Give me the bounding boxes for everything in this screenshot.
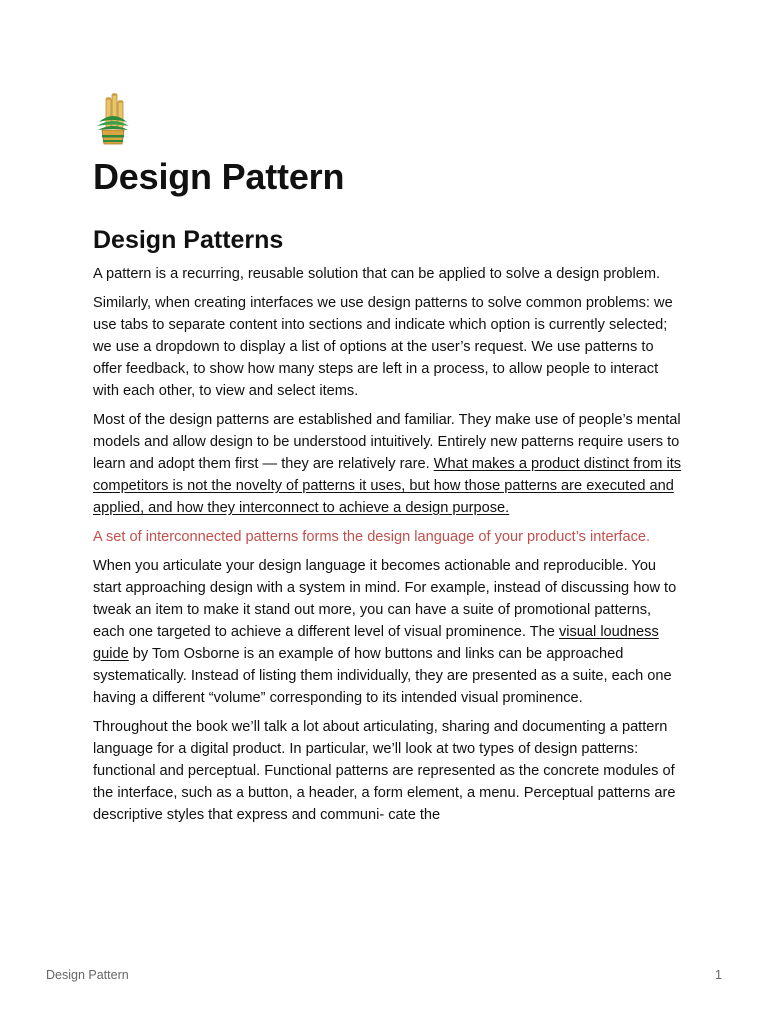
highlighted-link-distinct-product[interactable]: What makes a product distinct from its competitors is not the novelty of patterns it uses, but how those patterns are executed and applied, and how they interconnect to achieve a design purpose. (93, 456, 682, 516)
document-content (93, 92, 683, 826)
page-number: 1 (715, 968, 722, 982)
document-title: Design Pattern (93, 156, 345, 197)
paragraph-3-text: Most of the design patterns are established and familiar. They make use of people’s mental models and allow design to be understood intuitively. Entirely new patterns require users to learn and adopt them first — they are relatively rare. (93, 412, 681, 472)
paragraph-3 (93, 409, 683, 519)
kadomatsu-icon (93, 92, 133, 148)
paragraph-6: Throughout the book we’ll talk a lot about articulating, sharing and documenting a pattern language for a digital product. In particular, we’ll look at two types of design patterns: functional and perceptual. Functional patterns are represented as the concrete modules of the interface, such as a button, a header, a form element, a menu. Perceptual patterns are descriptive styles that express and communi- cate the (93, 719, 676, 823)
paragraph-5-after: by Tom Osborne is an example of how buttons and links can be approached systematically. Instead of listing them individually, they are presented as a suite, each one having a different “volume” corresponding to its intended visual prominence. (93, 646, 672, 706)
visual-loudness-guide-link[interactable]: visual loudness guide (93, 624, 659, 662)
paragraph-5 (93, 555, 683, 709)
paragraph-1: A pattern is a recurring, reusable solution that can be applied to solve a design problem. (93, 266, 661, 282)
paragraph-5-before: When you articulate your design language it becomes actionable and reproducible. You start approaching design with a system in mind. For example, instead of discussing how to tweak an item to make it stand out more, you can have a suite of promotional patterns, each one targeted to achieve a different level of visual prominence. The (93, 558, 677, 640)
paragraph-2: Similarly, when creating interfaces we use design patterns to solve common problems: we use tabs to separate content into sections and indicate which option is currently selected; we use a dropdown to display a list of options at the user’s request. We use patterns to offer feedback, to show how many steps are left in a process, to allow people to interact with each other, to view and select items. (93, 295, 673, 399)
highlight-paragraph: A set of interconnected patterns forms the design language of your product’s interface. (93, 529, 651, 545)
footer-title: Design Pattern (46, 968, 129, 982)
section-heading: Design Patterns (93, 226, 284, 254)
